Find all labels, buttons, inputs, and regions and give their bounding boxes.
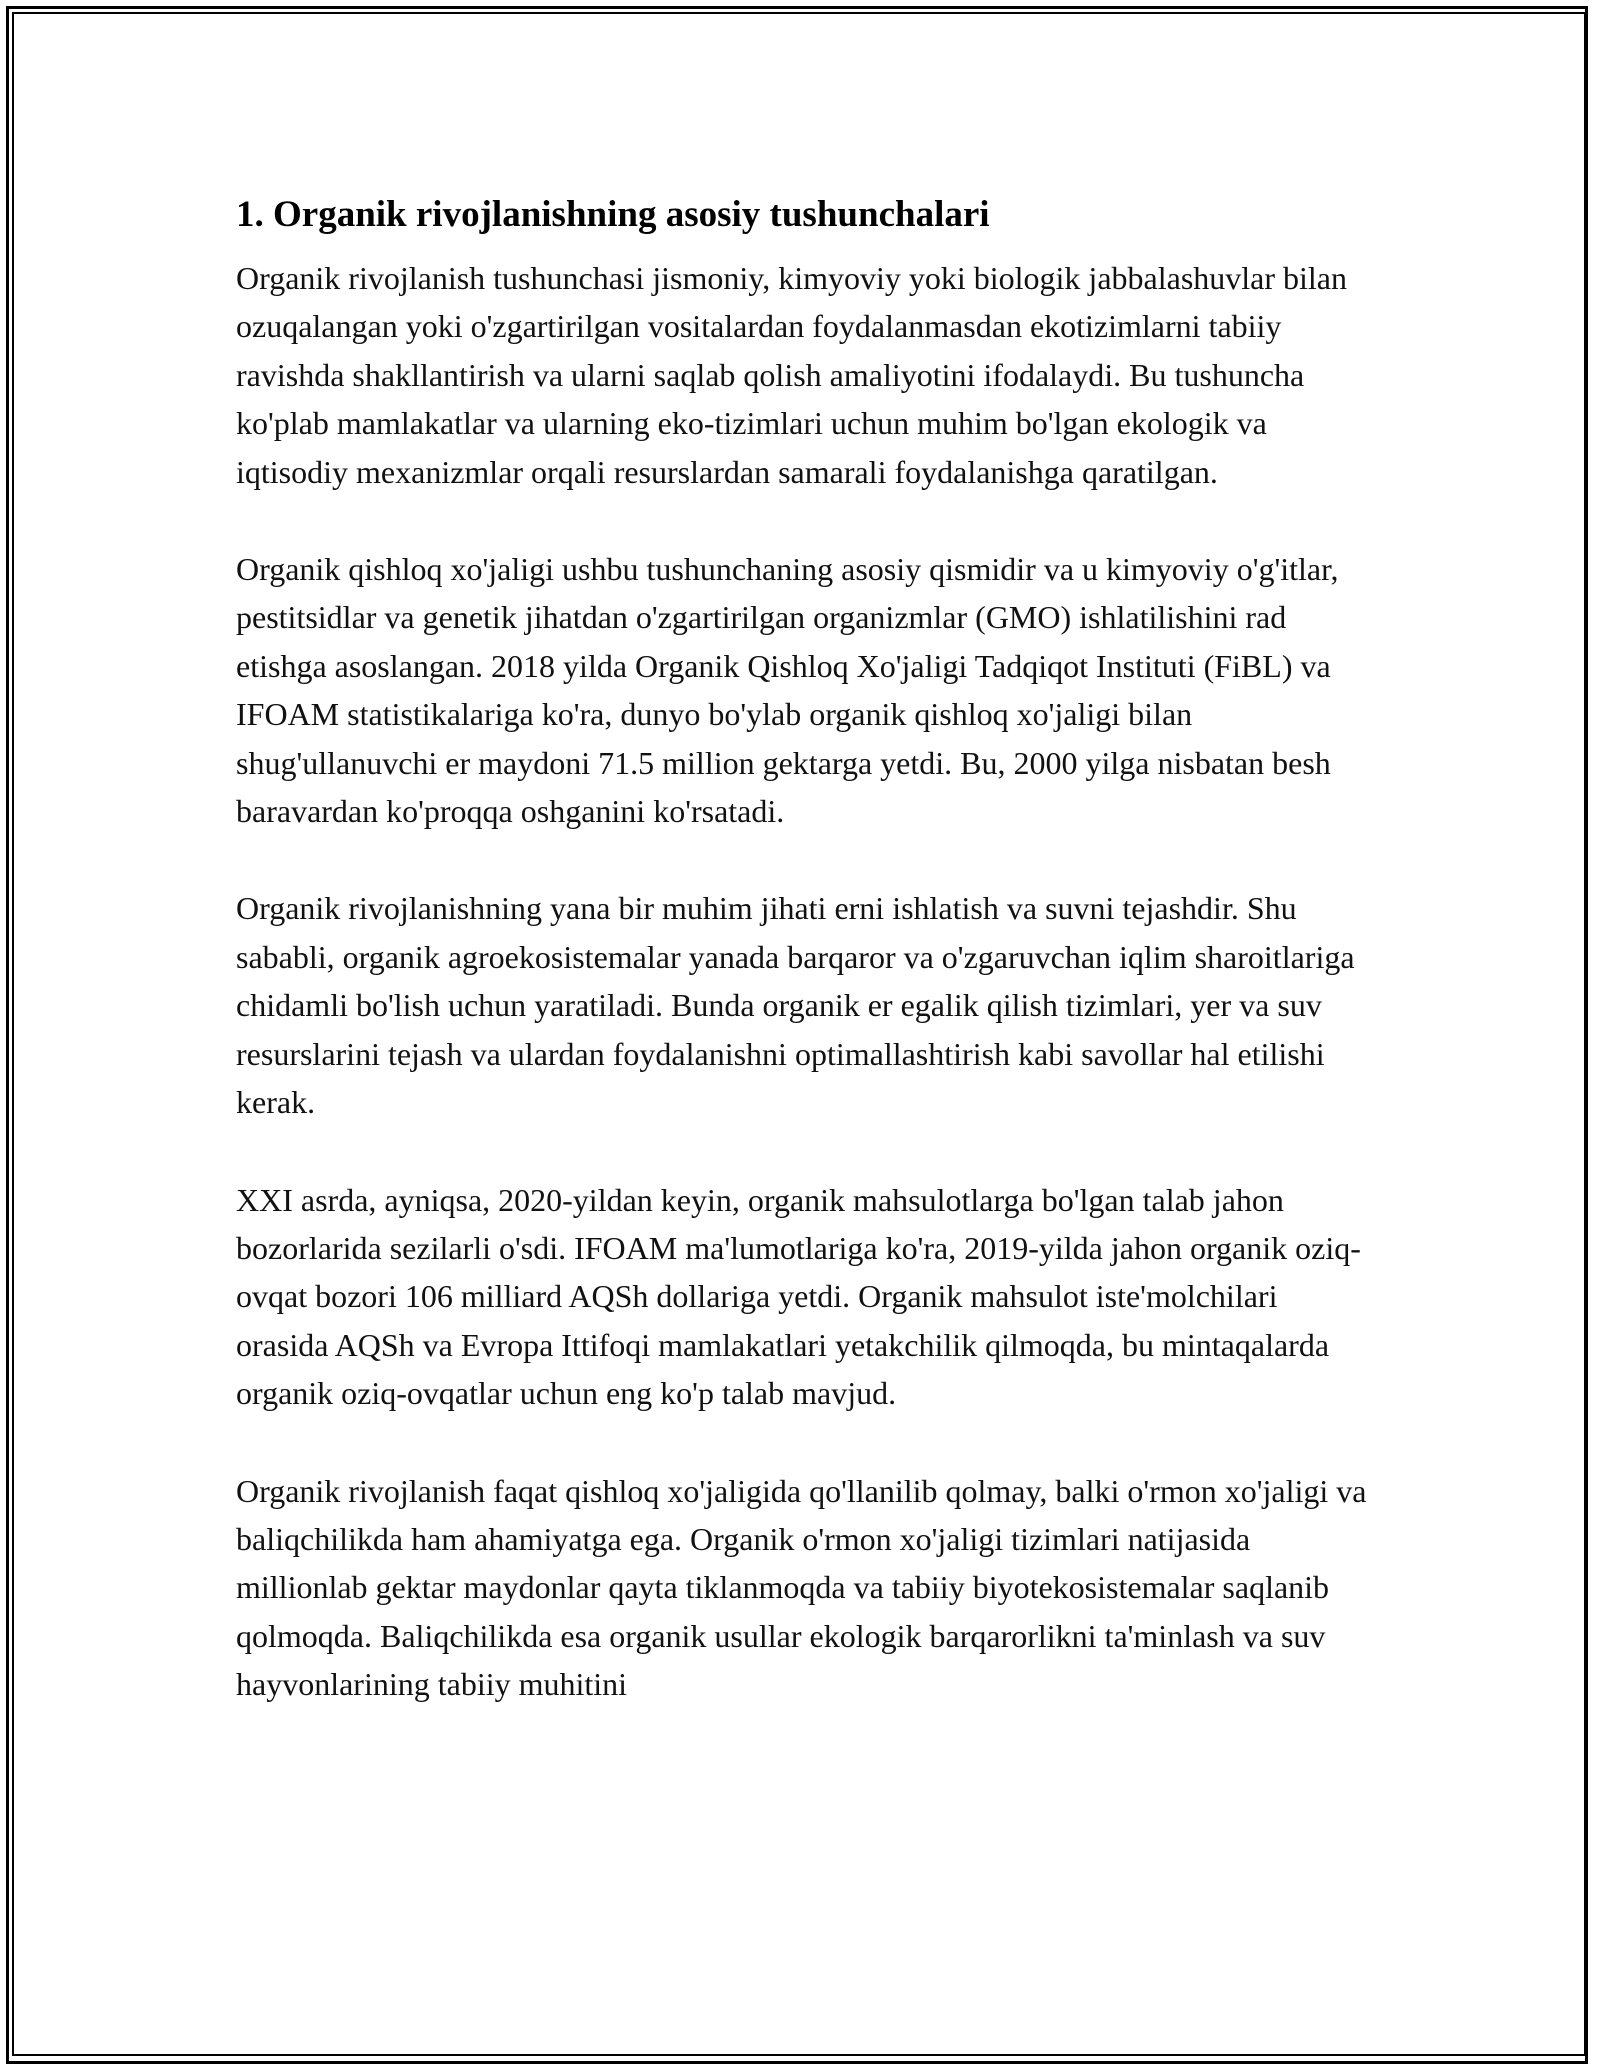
paragraph-4: XXI asrda, ayniqsa, 2020-yildan keyin, organik mahsulotlarga bo'lgan talab jahon bozorlarida sezilarli o'sdi. IFOAM ma'lumotlariga ko'ra, 2019-yilda jahon organik oziq-ovqat bozori 106 milliard AQSh dollariga yetdi. Organik mahsulot iste'molchilari orasida AQSh va Evropa Ittifoqi mamlakatlari yetakchilik qilmoqda, bu mintaqalarda organik oziq-ovqatlar uchun eng ko'p talab mavjud. (236, 1181, 1361, 1412)
paragraph-3: Organik rivojlanishning yana bir muhim jihati erni ishlatish va suvni tejashdir. Shu sababli, organik agroekosistemalar yanada barqaror va o'zgaruvchan iqlim sharoitlariga chidamli bo'lish uchun yaratiladi. Bunda organik er egalik qilish tizimlari, yer va suv resurslarini tejash va ulardan foydalanishni optimallashtirish kabi savollar hal etilishi kerak. (236, 890, 1355, 1121)
section-heading: 1. Organik rivojlanishning asosiy tushunchalari (236, 194, 990, 235)
paragraph-2: Organik qishloq xo'jaligi ushbu tushunchaning asosiy qismidir va u kimyoviy o'g'itlar, pestitsidlar va genetik jihatdan o'zgartirilgan organizmlar (GMO) ishlatilishini rad etishga asoslangan. 2018 yilda Organik Qishloq Xo'jaligi Tadqiqot Instituti (FiBL) va IFOAM statistikalariga ko'ra, dunyo bo'ylab organik qishloq xo'jaligi bilan shug'ullanuvchi er maydoni 71.5 million gektarga yetdi. Bu, 2000 yilga nisbatan besh baravardan ko'proqqa oshganini ko'rsatadi. (236, 551, 1339, 830)
paragraph-5: Organik rivojlanish faqat qishloq xo'jaligida qo'llanilib qolmay, balki o'rmon xo'jaligi va baliqchilikda ham ahamiyatga ega. Organik o'rmon xo'jaligi tizimlari natijasida millionlab gektar maydonlar qayta tiklanmoqda va tabiiy biyotekosistemalar saqlanib qolmoqda. Baliqchilikda esa organik usullar ekologik barqarorlikni ta'minlash va suv hayvonlarining tabiiy muhitini (236, 1472, 1367, 1703)
paragraph-1: Organik rivojlanish tushunchasi jismoniy, kimyoviy yoki biologik jabbalashuvlar bilan ozuqalangan yoki o'zgartirilgan vositalardan foydalanmasdan ekotizimlarni tabiiy ravishda shakllantirish va ularni saqlab qolish amaliyotini ifodalaydi. Bu tushuncha ko'plab mamlakatlar va ularning eko-tizimlari uchun muhim bo'lgan ekologik va iqtisodiy mexanizmlar orqali resurslardan samarali foydalanishga qaratilgan. (236, 260, 1347, 490)
document-body (236, 186, 1376, 1758)
